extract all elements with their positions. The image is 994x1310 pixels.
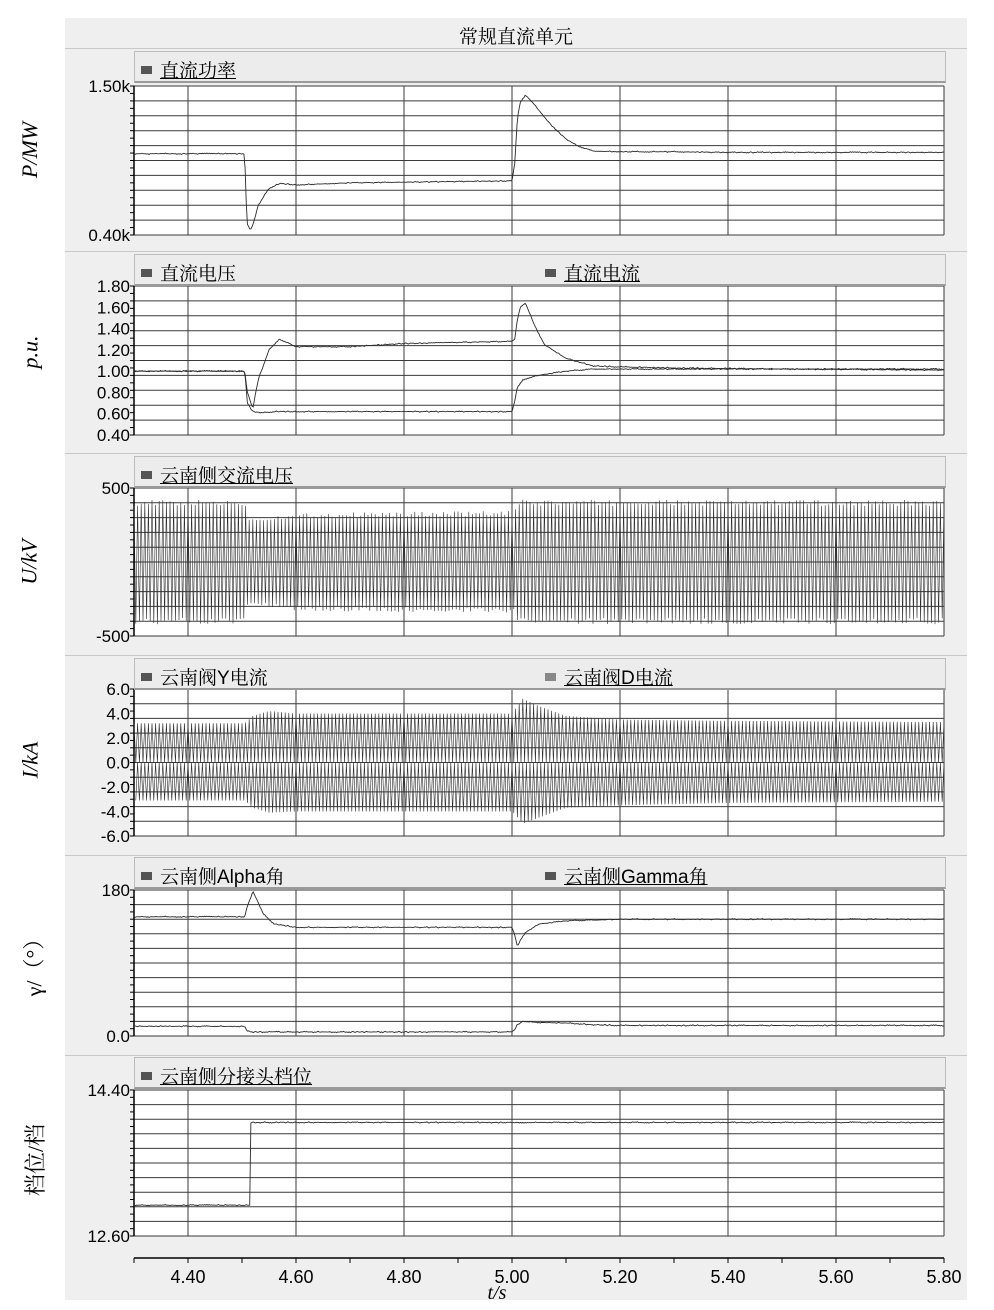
ylabel-voltage: U/kV — [16, 539, 42, 585]
ylabel-angle: γ/（°） — [21, 927, 47, 997]
y-tick-label: 1.00 — [96, 362, 130, 382]
y-tick-label: 14.40 — [87, 1081, 130, 1100]
x-tick-label: 4.40 — [170, 1267, 206, 1287]
legend-marker-icon — [141, 269, 152, 277]
y-tick-label: 1.40 — [96, 319, 130, 339]
legend-angles — [134, 857, 946, 889]
legend-valve — [134, 658, 946, 690]
y-tick-label: 500 — [101, 479, 130, 498]
y-tick-label: -500 — [95, 627, 130, 646]
y-tick-label: 1.50k — [88, 77, 130, 96]
y-tick-label: 1.60 — [96, 298, 130, 318]
legend-marker-icon — [545, 269, 556, 277]
y-tick-label: -6.0 — [100, 827, 130, 846]
x-tick-label: 5.20 — [602, 1267, 638, 1287]
y-tick-label: 0.40k — [88, 226, 130, 245]
y-tick-label: 0.60 — [96, 404, 130, 424]
legend-item-power[interactable]: 直流功率 — [141, 56, 236, 83]
x-tick-label: 4.80 — [386, 1267, 422, 1287]
x-tick-label: 5.40 — [710, 1267, 746, 1287]
legend-power — [134, 51, 946, 83]
y-tick-label: 0.0 — [106, 753, 130, 773]
y-tick-label: 1.80 — [96, 277, 130, 296]
legend-item-tap[interactable]: 云南侧分接头档位 — [141, 1062, 312, 1089]
y-tick-label: 180 — [101, 881, 130, 900]
legend-marker-icon — [141, 1072, 152, 1080]
y-tick-label: 1.20 — [96, 340, 130, 360]
y-tick-label: 6.0 — [106, 680, 130, 699]
y-tick-label: 12.60 — [87, 1227, 130, 1246]
legend-marker-icon — [545, 872, 556, 880]
x-tick-label: 5.80 — [926, 1267, 962, 1287]
legend-dc — [134, 254, 946, 286]
ylabel-pu: p.u. — [17, 335, 42, 369]
legend-marker-icon — [141, 471, 152, 479]
legend-item-valve-y[interactable]: 云南阀Y电流 — [141, 663, 268, 690]
x-tick-label: 5.60 — [818, 1267, 854, 1287]
legend-item-alpha[interactable]: 云南侧Alpha角 — [141, 862, 285, 889]
y-tick-label: 0.40 — [96, 426, 130, 445]
y-tick-label: -4.0 — [100, 802, 130, 822]
legend-marker-icon — [141, 673, 152, 681]
x-axis-title: t/s — [487, 1282, 507, 1304]
legend-tap — [134, 1057, 946, 1089]
ylabel-power: P/MW — [16, 121, 42, 179]
legend-marker-icon — [545, 673, 556, 681]
y-tick-label: -2.0 — [100, 778, 130, 797]
legend-ac-voltage — [134, 456, 946, 488]
legend-marker-icon — [141, 66, 152, 74]
ylabel-current: I/kA — [17, 741, 42, 779]
x-tick-label: 4.60 — [278, 1267, 314, 1287]
legend-marker-icon — [141, 872, 152, 880]
y-tick-label: 4.0 — [106, 704, 130, 724]
ylabel-tap: 档位/档 — [23, 1123, 49, 1197]
y-tick-label: 0.80 — [96, 383, 130, 403]
x-tick-label: 5.00 — [494, 1267, 530, 1287]
legend-item-dc-voltage[interactable]: 直流电压 — [141, 259, 236, 286]
y-tick-label: 0.0 — [106, 1027, 130, 1046]
legend-item-ac-voltage[interactable]: 云南侧交流电压 — [141, 461, 293, 488]
legend-item-gamma[interactable]: 云南侧Gamma角 — [545, 862, 708, 889]
legend-item-dc-current[interactable]: 直流电流 — [545, 259, 640, 286]
legend-item-valve-d[interactable]: 云南阀D电流 — [545, 663, 673, 690]
y-tick-label: 2.0 — [106, 729, 130, 748]
page-title: 常规直流单元 — [458, 27, 573, 48]
